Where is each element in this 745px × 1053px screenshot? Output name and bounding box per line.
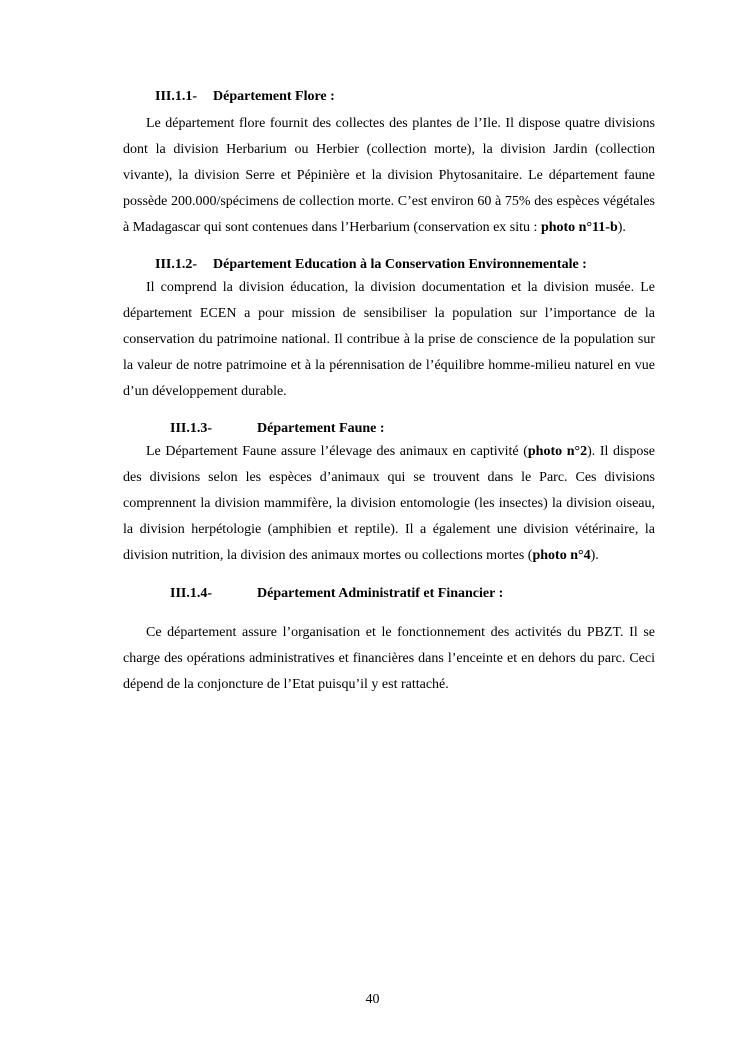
- paragraph-text: Le département flore fournit des collectes des plantes de l’Ile. Il dispose quatre divisions dont la division Herbarium ou Herbier (collection morte), la division Jardin (collection vivante), la division Serre et Pépinière et la division Phytosanitaire. Le département faune possède 200.000/spécimens de collection morte. C’est environ 60 à 75% des espèces végétales à Madagascar qui sont contenues dans l’Herbarium (conservation ex situ :: [123, 116, 655, 235]
- section-number: III.1.2-: [155, 257, 198, 272]
- photo-reference: photo n°4: [532, 548, 591, 563]
- paragraph-text: Ce département assure l’organisation et le fonctionnement des activités du PBZT. Il se charge des opérations administratives et financières dans l’enceinte et en dehors du parc. Ceci dépend de la conjoncture de l’Etat puisqu’il y est rattaché.: [123, 625, 655, 692]
- photo-reference: photo n°11-b: [540, 220, 618, 235]
- section-paragraph-administratif: [123, 620, 655, 698]
- section-title: Département Education à la Conservation Environnementale :: [213, 257, 587, 272]
- section-paragraph-education: [123, 275, 655, 405]
- section-title: Département Administratif et Financier :: [257, 586, 504, 601]
- section-paragraph-flore: [123, 111, 655, 241]
- section-heading-administratif: [170, 584, 655, 604]
- section-title: Département Flore :: [213, 89, 335, 104]
- section-number: III.1.1-: [155, 89, 198, 104]
- paragraph-text: ). Il dispose des divisions selon les espèces d’animaux qui se trouvent dans le Parc. Ces divisions comprennent la division mammifère, la division entomologie (les insectes) la division oiseau, la division herpétologie (amphibien et reptile). Il a également une division vétérinaire, la division nutrition, la division des animaux mortes ou collections mortes (: [123, 444, 655, 563]
- section-heading-faune: [170, 419, 655, 439]
- page-number: 40: [365, 992, 380, 1007]
- paragraph-text: Il comprend la division éducation, la division documentation et la division musée. Le département ECEN a pour mission de sensibiliser la population sur l’importance de la conservation du patrimoine national. Il contribue à la prise de conscience de la population sur la valeur de notre patrimoine et à la pérennisation de l’équilibre homme-milieu naturel en vue d’un développement durable.: [123, 280, 655, 399]
- section-heading-flore: [155, 87, 655, 107]
- paragraph-text: ).: [617, 220, 626, 235]
- section-paragraph-faune: [123, 439, 655, 569]
- photo-reference: photo n°2: [527, 444, 588, 459]
- paragraph-text: ).: [590, 548, 599, 563]
- section-heading-education: [155, 255, 655, 275]
- paragraph-text: Le Département Faune assure l’élevage des animaux en captivité (: [146, 444, 528, 459]
- section-number: III.1.4-: [170, 586, 213, 601]
- section-title: Département Faune :: [257, 421, 385, 436]
- document-page: [123, 87, 655, 698]
- section-number: III.1.3-: [170, 421, 213, 436]
